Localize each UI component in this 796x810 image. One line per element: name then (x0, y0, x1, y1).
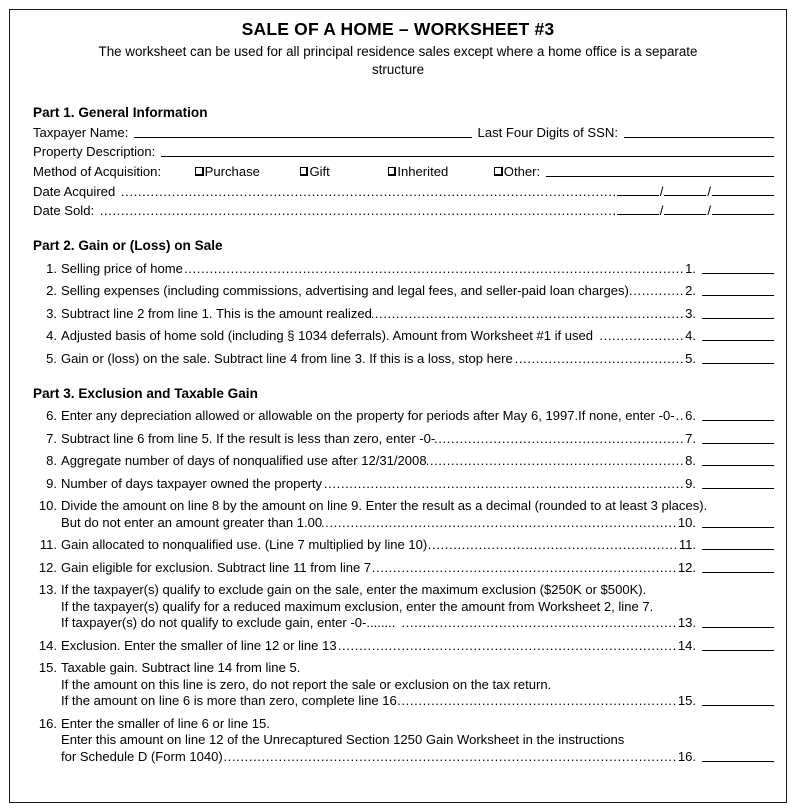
date-sold-row (33, 203, 774, 218)
line-3-answer[interactable] (684, 306, 774, 321)
line-1-answer[interactable] (684, 261, 774, 276)
taxpayer-name-row (33, 125, 774, 140)
line-6-text: Enter any depreciation allowed or allowable on the property for periods after May 6, 1997.If none, enter -0- (61, 408, 675, 424)
worksheet-line-6 (33, 408, 774, 423)
line-4-answer-input[interactable] (702, 340, 774, 341)
worksheet-line-12 (33, 560, 774, 575)
date-separator: / (707, 183, 711, 199)
line-10-answer-input[interactable] (702, 527, 774, 528)
line-9-answer-input[interactable] (702, 488, 774, 489)
line-9-text: Number of days taxpayer owned the property (61, 475, 323, 491)
line-14-answer[interactable] (677, 638, 774, 653)
worksheet-line-14 (33, 638, 774, 653)
document-title: SALE OF A HOME – WORKSHEET #3 (241, 19, 555, 39)
line-15-answer[interactable] (677, 693, 774, 708)
line-5-answer[interactable] (684, 351, 774, 366)
line-5-number: 5. (46, 350, 57, 366)
line-12-answer-input[interactable] (702, 572, 774, 573)
line-16-text-2: Enter this amount on line 12 of the Unrecaptured Section 1250 Gain Worksheet in the instructions (61, 732, 625, 748)
line-13-text-3: If taxpayer(s) do not qualify to exclude gain, enter -0-........ (61, 615, 396, 631)
date-sold-month[interactable] (617, 203, 659, 215)
checkbox-other[interactable] (494, 164, 540, 179)
line-12-leader (371, 562, 677, 575)
line-3-text: Subtract line 2 from line 1. This is the amount realized (61, 305, 372, 321)
date-acquired-label: Date Acquired (33, 183, 116, 199)
line-4-answer-number: 4. (685, 328, 696, 344)
date-acquired-input[interactable] (617, 184, 774, 197)
worksheet-line-16-continued-b (33, 749, 774, 764)
line-4-answer[interactable] (684, 328, 774, 343)
line-5-answer-input[interactable] (702, 363, 774, 364)
line-13-leader (402, 617, 677, 630)
document-subtitle: The worksheet can be used for all principal residence sales except where a home office is a separate structure (98, 43, 698, 77)
line-16-text-3: for Schedule D (Form 1040) (61, 748, 223, 764)
line-15-text-3: If the amount on line 6 is more than zero, complete line 16 (61, 693, 397, 709)
line-14-answer-number: 14. (677, 637, 696, 653)
line-4-text: Adjusted basis of home sold (including § 1034 deferrals). Amount from Worksheet #1 if used (61, 328, 594, 344)
line-2-answer-input[interactable] (702, 295, 774, 296)
checkbox-other-label: Other: (503, 164, 541, 180)
line-16-answer[interactable] (677, 749, 774, 764)
line-7-answer-input[interactable] (702, 443, 774, 444)
line-2-answer-number: 2. (685, 283, 696, 299)
line-7-text: Subtract line 6 from line 5. If the result is less than zero, enter -0- (61, 430, 436, 446)
part-1-heading: Part 1. General Information (33, 105, 208, 121)
line-11-number: 11. (39, 537, 57, 553)
line-7-answer[interactable] (684, 431, 774, 446)
line-2-leader (629, 285, 684, 298)
part-2-heading: Part 2. Gain or (Loss) on Sale (33, 238, 223, 254)
line-14-leader (337, 640, 677, 653)
worksheet-line-7 (33, 431, 774, 446)
method-of-acquisition-row (33, 164, 774, 179)
line-7-leader (435, 433, 684, 446)
line-10-answer-number: 10. (677, 514, 696, 530)
line-6-answer-number: 6. (685, 408, 696, 424)
line-15-number: 15. (38, 660, 57, 676)
checkbox-inherited[interactable] (388, 164, 448, 179)
worksheet-line-1 (33, 261, 774, 276)
line-6-leader (675, 410, 685, 423)
worksheet-line-13 (33, 582, 774, 597)
line-13-answer[interactable] (677, 615, 774, 630)
worksheet-line-10 (33, 498, 774, 513)
line-1-text: Selling price of home (61, 260, 183, 276)
checkbox-gift-box[interactable] (300, 167, 309, 176)
date-acquired-leader (121, 186, 616, 199)
worksheet-line-15-continued-a (33, 677, 774, 692)
line-11-answer-input[interactable] (702, 549, 774, 550)
line-10-leader (322, 517, 677, 530)
line-8-number: 8. (46, 453, 57, 469)
line-5-leader (513, 353, 684, 366)
line-10-number: 10. (38, 498, 57, 514)
line-8-answer-input[interactable] (702, 465, 774, 466)
ssn-label: Last Four Digits of SSN: (477, 124, 618, 140)
line-9-leader (322, 478, 684, 491)
line-4-number: 4. (46, 328, 57, 344)
date-sold-year[interactable] (712, 203, 774, 215)
checkbox-other-box[interactable] (494, 167, 503, 176)
line-2-answer[interactable] (684, 283, 774, 298)
line-3-leader (372, 308, 684, 321)
part-2-section (22, 238, 774, 366)
date-separator: / (659, 183, 664, 199)
line-5-text: Gain or (loss) on the sale. Subtract line 4 from line 3. If this is a loss, stop here (61, 350, 513, 366)
line-2-text: Selling expenses (including commissions, advertising and legal fees, and seller-paid loan charges) (61, 283, 629, 299)
line-9-answer-number: 9. (685, 475, 696, 491)
worksheet-line-5 (33, 351, 774, 366)
part-3-section (22, 386, 774, 764)
line-12-answer-number: 12. (677, 559, 696, 575)
part-1-section (22, 105, 774, 218)
line-6-number: 6. (46, 408, 57, 424)
document-header (22, 0, 774, 78)
worksheet-line-13-continued-a (33, 599, 774, 614)
checkbox-inherited-label: Inherited (397, 164, 449, 180)
worksheet-line-13-continued-b (33, 615, 774, 630)
date-separator: / (659, 203, 664, 219)
line-5-answer-number: 5. (685, 350, 696, 366)
line-6-answer[interactable] (684, 408, 774, 423)
line-3-answer-input[interactable] (702, 318, 774, 319)
line-7-number: 7. (46, 430, 57, 446)
line-13-text-2: If the taxpayer(s) qualify for a reduced maximum exclusion, enter the amount from Worksheet 2, line 7. (61, 598, 654, 614)
checkbox-purchase-box[interactable] (195, 167, 204, 176)
line-8-answer[interactable] (684, 453, 774, 468)
line-11-leader (427, 539, 678, 552)
worksheet-line-15-continued-b (33, 693, 774, 708)
line-4-leader (599, 330, 684, 343)
taxpayer-name-input[interactable] (134, 137, 471, 138)
line-14-number: 14. (38, 637, 57, 653)
line-1-answer-number: 1. (685, 260, 696, 276)
checkbox-purchase-label: Purchase (204, 164, 260, 180)
worksheet-line-4 (33, 328, 774, 343)
line-12-answer[interactable] (677, 560, 774, 575)
worksheet-line-15 (33, 660, 774, 675)
line-8-text: Aggregate number of days of nonqualified use after 12/31/2008 (61, 453, 427, 469)
line-15-answer-number: 15. (677, 693, 696, 709)
date-sold-day[interactable] (664, 203, 706, 215)
checkbox-gift[interactable] (300, 164, 330, 179)
line-12-number: 12. (38, 559, 57, 575)
worksheet-line-16 (33, 716, 774, 731)
ssn-input[interactable] (624, 137, 774, 138)
line-1-answer-input[interactable] (702, 273, 774, 274)
worksheet-line-11 (33, 537, 774, 552)
checkbox-purchase[interactable] (195, 164, 260, 179)
worksheet-line-2 (33, 283, 774, 298)
worksheet-line-9 (33, 476, 774, 491)
line-9-answer[interactable] (684, 476, 774, 491)
line-10-text: Divide the amount on line 8 by the amount on line 9. Enter the result as a decimal (rounded to at least 3 places). (61, 498, 708, 514)
checkbox-inherited-box[interactable] (388, 167, 397, 176)
line-6-answer-input[interactable] (702, 420, 774, 421)
date-sold-input[interactable] (617, 203, 774, 219)
line-8-leader (427, 455, 685, 468)
line-1-number: 1. (46, 260, 57, 276)
other-method-input[interactable] (546, 176, 774, 177)
line-15-answer-input[interactable] (702, 705, 774, 706)
line-15-text-2: If the amount on this line is zero, do not report the sale or exclusion on the tax return. (61, 676, 552, 692)
line-10-text-2: But do not enter an amount greater than 1.00 (61, 514, 323, 530)
line-1-leader (183, 263, 684, 276)
line-13-text: If the taxpayer(s) qualify to exclude gain on the sale, enter the maximum exclusion ($250K or $500K). (61, 582, 647, 598)
date-sold-label: Date Sold: (33, 203, 95, 219)
date-acquired-row (33, 184, 774, 199)
worksheet-line-8 (33, 453, 774, 468)
line-11-answer[interactable] (678, 537, 774, 552)
taxpayer-name-label: Taxpayer Name: (33, 124, 129, 140)
line-16-leader (223, 751, 677, 764)
date-sold-leader (100, 205, 617, 218)
line-11-text: Gain allocated to nonqualified use. (Line 7 multiplied by line 10) (61, 537, 428, 553)
date-acquired-month[interactable] (617, 184, 659, 196)
line-13-answer-number: 13. (677, 615, 696, 631)
line-8-answer-number: 8. (685, 453, 696, 469)
line-11-answer-number: 11. (678, 537, 696, 553)
line-15-leader (397, 695, 677, 708)
line-14-answer-input[interactable] (702, 650, 774, 651)
date-acquired-year[interactable] (712, 184, 774, 196)
line-16-answer-input[interactable] (702, 761, 774, 762)
line-2-number: 2. (46, 283, 57, 299)
line-16-text: Enter the smaller of line 6 or line 15. (61, 715, 270, 731)
line-13-number: 13. (38, 582, 57, 598)
worksheet-line-16-continued-a (33, 732, 774, 747)
line-9-number: 9. (46, 475, 57, 491)
line-10-answer[interactable] (677, 515, 774, 530)
worksheet-line-3 (33, 306, 774, 321)
worksheet-line-10-continued (33, 515, 774, 530)
line-13-answer-input[interactable] (702, 627, 774, 628)
property-description-input[interactable] (161, 156, 774, 157)
line-7-answer-number: 7. (685, 430, 696, 446)
date-separator: / (707, 203, 711, 219)
checkbox-gift-label: Gift (309, 164, 330, 180)
property-description-row (33, 144, 774, 159)
date-acquired-day[interactable] (664, 184, 706, 196)
line-12-text: Gain eligible for exclusion. Subtract line 11 from line 7 (61, 559, 372, 575)
line-16-number: 16. (38, 715, 57, 731)
line-3-answer-number: 3. (685, 305, 696, 321)
method-of-acquisition-label: Method of Acquisition: (33, 164, 162, 180)
line-14-text: Exclusion. Enter the smaller of line 12 or line 13 (61, 637, 337, 653)
line-3-number: 3. (46, 305, 57, 321)
property-description-label: Property Description: (33, 144, 156, 160)
part-3-heading: Part 3. Exclusion and Taxable Gain (33, 385, 258, 401)
line-16-answer-number: 16. (677, 748, 696, 764)
line-15-text: Taxable gain. Subtract line 14 from line 5. (61, 660, 301, 676)
